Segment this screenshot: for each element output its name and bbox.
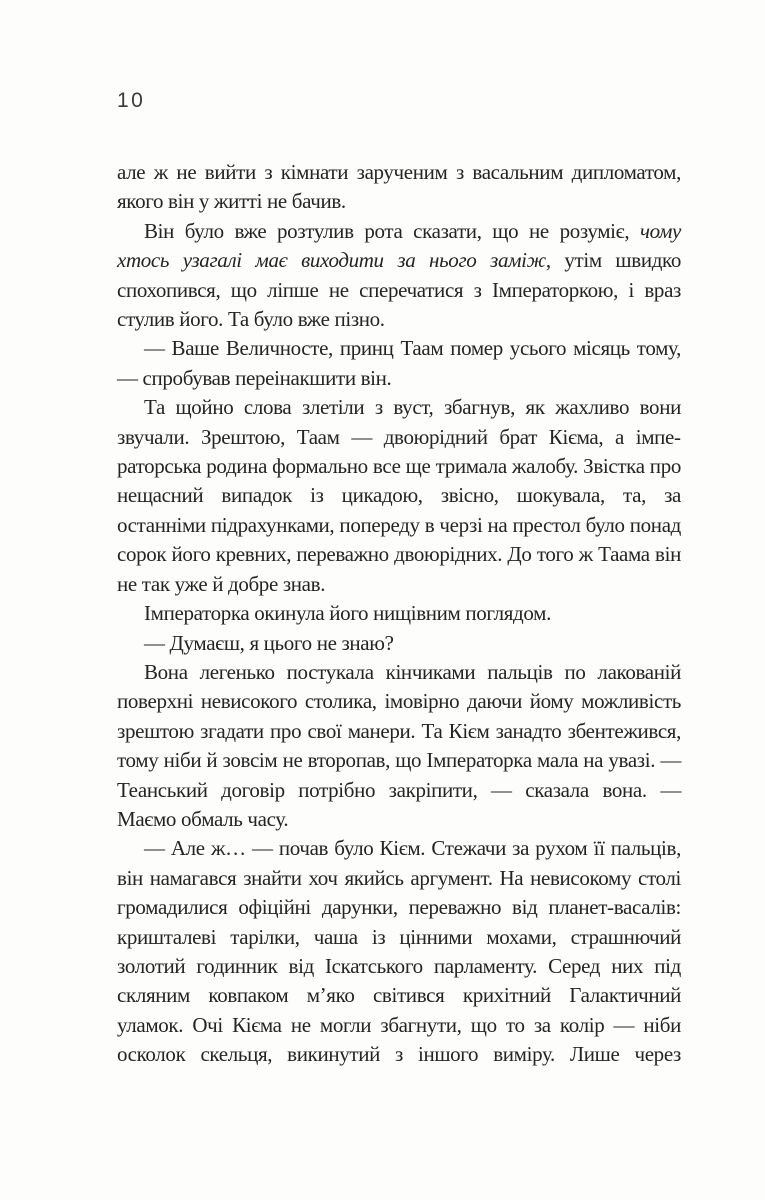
italic-text-run: чому хтось узагалі має виходити за нього заміж (117, 218, 681, 273)
body-text (117, 158, 681, 1070)
paragraph (117, 658, 681, 834)
text-run: Імператорка окинула його нищівним поглядом. (144, 601, 551, 626)
paragraph (117, 834, 681, 1069)
paragraph (117, 158, 681, 217)
text-run: — Думаєш, я цього не знаю? (144, 630, 394, 655)
paragraph (117, 599, 681, 628)
text-run: — Але ж… — почав було Кієм. Стежачи за рухом її пальців, він намагався знайти хоч якийсь аргумент. На невисокому столі громадилися офіційні дарунки, переважно від планет-васалів: кришталеві тарілки, чаша із цінними мохами, страшнючий золотий годинник від Іскатського парламенту. Серед них під скляним ковпаком м’яко світився крихітний Галактичний уламок. Очі Кієма не могли збагнути, що то за колір — ніби осколок скельця, викинутий з іншого виміру. Лише через (117, 836, 681, 1067)
page-number: 10 (117, 89, 146, 112)
text-run: Вона легенько постукала кінчиками пальців по лакованій поверхні невисокого столика, імовірно даючи йому можливість зрештою згадати про свої манери. Та Кієм занадто збентежився, тому ніби й зовсім не второпав, що Імператорка мала на увазі. — Теанський договір потрібно закріпити, — сказала вона. — Маємо обмаль часу. (117, 659, 681, 831)
text-run: Він було вже розтулив рота сказати, що не розуміє, (144, 218, 640, 243)
paragraph (117, 217, 681, 335)
text-run: Та щойно слова злетіли з вуст, збагнув, як жахливо вони звучали. Зрештою, Таам — двоюрідний брат Кієма, а імператорська родина формально все ще тримала жалобу. Звістка про нещасний випадок із цикадою, звісно, шокувала, та, за останніми підрахунками, попереду в черзі на престол було понад сорок його кревних, переважно двоюрідних. До того ж Таама він не так уже й добре знав. (117, 395, 681, 596)
text-run: — Ваше Величносте, принц Таам помер усього місяць тому, — спробував переінакшити він. (117, 336, 681, 390)
paragraph (117, 334, 681, 393)
text-run: але ж не вийти з кімнати зарученим з васальним дипломатом, якого він у житті не бачив. (117, 160, 681, 214)
text-run: , утім швидко спохопився, що ліпше не сперечатися з Імператоркою, і враз стулив його. Та було вже пізно. (117, 248, 681, 332)
paragraph (117, 629, 681, 658)
paragraph (117, 393, 681, 599)
